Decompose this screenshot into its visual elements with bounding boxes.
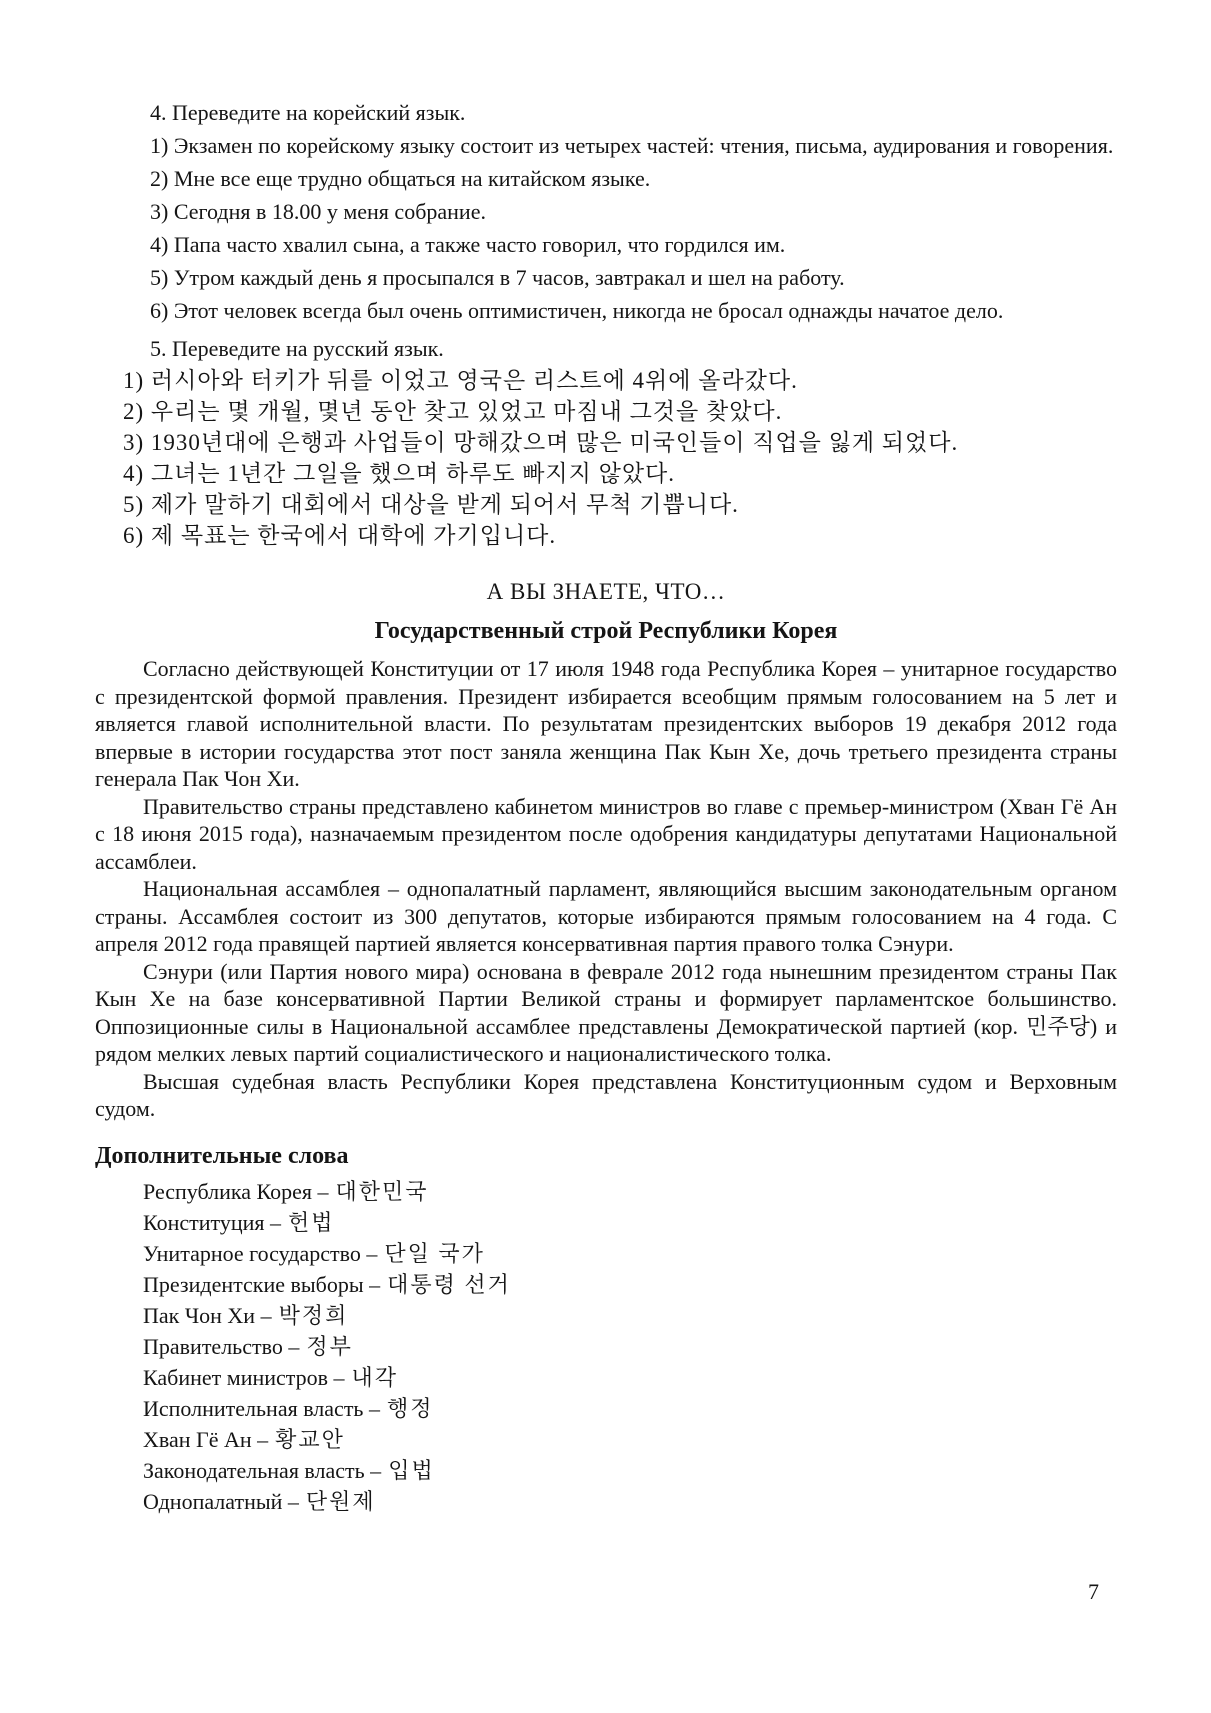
exercise-4-item-3: 3) Сегодня в 18.00 у меня собрание.	[150, 199, 486, 224]
vocab-item	[95, 1424, 1117, 1455]
vocab-term-ko: 황교안	[275, 1426, 345, 1452]
vocab-term-ko: 단일 국가	[384, 1240, 485, 1266]
vocab-term-ru: Пак Чон Хи –	[143, 1302, 272, 1328]
vocab-item	[95, 1362, 1117, 1393]
vocab-term-ru: Конституция –	[143, 1209, 281, 1235]
vocab-item	[95, 1455, 1117, 1486]
exercise-5-item-4: 4) 그녀는 1년간 그일을 했으며 하루도 빠지지 않았다.	[123, 461, 676, 486]
vocab-item	[95, 1486, 1117, 1517]
vocab-term-ru: Хван Гё Ан –	[143, 1426, 269, 1452]
vocab-item	[95, 1176, 1117, 1207]
info-paragraph-2: Правительство страны представлено кабинетом министров во главе с премьер-министром (Хван Гё Ан с 18 июня 2015 года), назначаемым президентом после одобрения кандидатуры депутатами Национальной ассамблеи.	[95, 793, 1117, 874]
vocab-term-ko: 행정	[386, 1395, 434, 1421]
vocab-item	[95, 1300, 1117, 1331]
exercise-4-item-2: 2) Мне все еще трудно общаться на китайском языке.	[150, 166, 651, 191]
exercise-4-item-6: 6) Этот человек всегда был очень оптимистичен, никогда не бросал однажды начатое дело.	[150, 298, 1004, 323]
exercise-4-title: 4. Переведите на корейский язык.	[150, 100, 466, 125]
vocabulary-list	[95, 1176, 1117, 1517]
exercise-5-title: 5. Переведите на русский язык.	[150, 336, 444, 361]
vocab-item	[95, 1331, 1117, 1362]
vocab-term-ko: 박정희	[278, 1302, 349, 1328]
exercise-5-item-1: 1) 러시아와 터키가 뒤를 이었고 영국은 리스트에 4위에 올라갔다.	[123, 368, 798, 393]
vocab-term-ko: 대통령 선거	[387, 1271, 511, 1297]
vocab-term-ko: 헌법	[288, 1209, 335, 1235]
vocab-term-ko: 내각	[351, 1364, 399, 1390]
info-paragraph-4: Сэнури (или Партия нового мира) основана в феврале 2012 года нынешним президентом страны Пак Кын Хе на базе консервативной Партии Великой страны и формирует парламентское большинство. Оппозиционные силы в Национальной ассамблее представлены Демократической партией (кор. 민주당) и рядом мелких левых партий социалистического и националистического толка.	[95, 958, 1117, 1066]
vocab-term-ko: 입법	[388, 1457, 435, 1483]
vocab-item	[95, 1393, 1117, 1424]
vocab-term-ru: Унитарное государство –	[143, 1240, 378, 1266]
vocabulary-heading: Дополнительные слова	[95, 1142, 349, 1169]
vocab-item	[95, 1207, 1117, 1238]
vocab-term-ru: Кабинет министров –	[143, 1364, 345, 1390]
vocab-term-ru: Президентские выборы –	[143, 1271, 381, 1297]
exercise-5-item-2: 2) 우리는 몇 개월, 몇년 동안 찾고 있었고 마짐내 그것을 찾았다.	[123, 399, 783, 424]
info-paragraph-3: Национальная ассамблея – однопалатный парламент, являющийся высшим законодательным органом страны. Ассамблея состоит из 300 депутатов, которые избираются прямым голосованием на 4 года. С апреля 2012 года правящей партией является консервативная партия правого толка Сэнури.	[95, 876, 1117, 956]
vocab-term-ru: Законодательная власть –	[143, 1457, 382, 1483]
vocab-term-ru: Правительство –	[143, 1333, 300, 1359]
exercise-5-item-5: 5) 제가 말하기 대회에서 대상을 받게 되어서 무척 기쁩니다.	[123, 492, 739, 517]
vocab-term-ru: Однопалатный –	[143, 1488, 299, 1514]
vocab-term-ko: 단원제	[305, 1488, 376, 1514]
vocab-term-ru: Исполнительная власть –	[143, 1395, 380, 1421]
article-title: Государственный строй Республики Корея	[374, 618, 838, 644]
vocab-item	[95, 1269, 1117, 1300]
exercise-5-section	[95, 332, 1117, 551]
vocab-term-ko: 대한민국	[335, 1178, 429, 1204]
exercise-5-item-3: 3) 1930년대에 은행과 사업들이 망해갔으며 많은 미국인들이 직업을 잃게 되었다.	[123, 430, 959, 455]
exercise-4-item-5: 5) Утром каждый день я просыпался в 7 часов, завтракал и шел на работу.	[150, 265, 845, 290]
exercise-5-item-6: 6) 제 목표는 한국에서 대학에 가기입니다.	[123, 523, 557, 548]
vocabulary-section	[95, 1141, 1117, 1517]
vocab-item	[95, 1238, 1117, 1269]
vocab-term-ru: Республика Корея –	[143, 1178, 329, 1204]
exercise-4-item-1: 1) Экзамен по корейскому языку состоит из четырех частей: чтения, письма, аудирования и говорения.	[150, 133, 1114, 158]
exercise-4-item-4: 4) Папа часто хвалил сына, а также часто говорил, что гордился им.	[150, 232, 786, 257]
vocab-term-ko: 정부	[306, 1333, 353, 1359]
info-paragraph-5: Высшая судебная власть Республики Корея представлена Конституционным судом и Верховным судом.	[95, 1068, 1117, 1121]
did-you-know-heading: А ВЫ ЗНАЕТЕ, ЧТО…	[486, 579, 726, 604]
info-paragraph-1: Согласно действующей Конституции от 17 июля 1948 года Республика Корея – унитарное государство с президентской формой правления. Президент избирается всеобщим прямым голосованием на 5 лет и является главой исполнительной власти. По результатам президентских выборов 19 декабря 2012 года впервые в истории государства этот пост заняла женщина Пак Кын Хе, дочь третьего президента страны генерала Пак Чон Хи.	[95, 656, 1117, 791]
exercise-4-section	[95, 96, 1117, 327]
info-section	[95, 576, 1117, 1123]
page-number: 7	[1088, 1579, 1099, 1604]
